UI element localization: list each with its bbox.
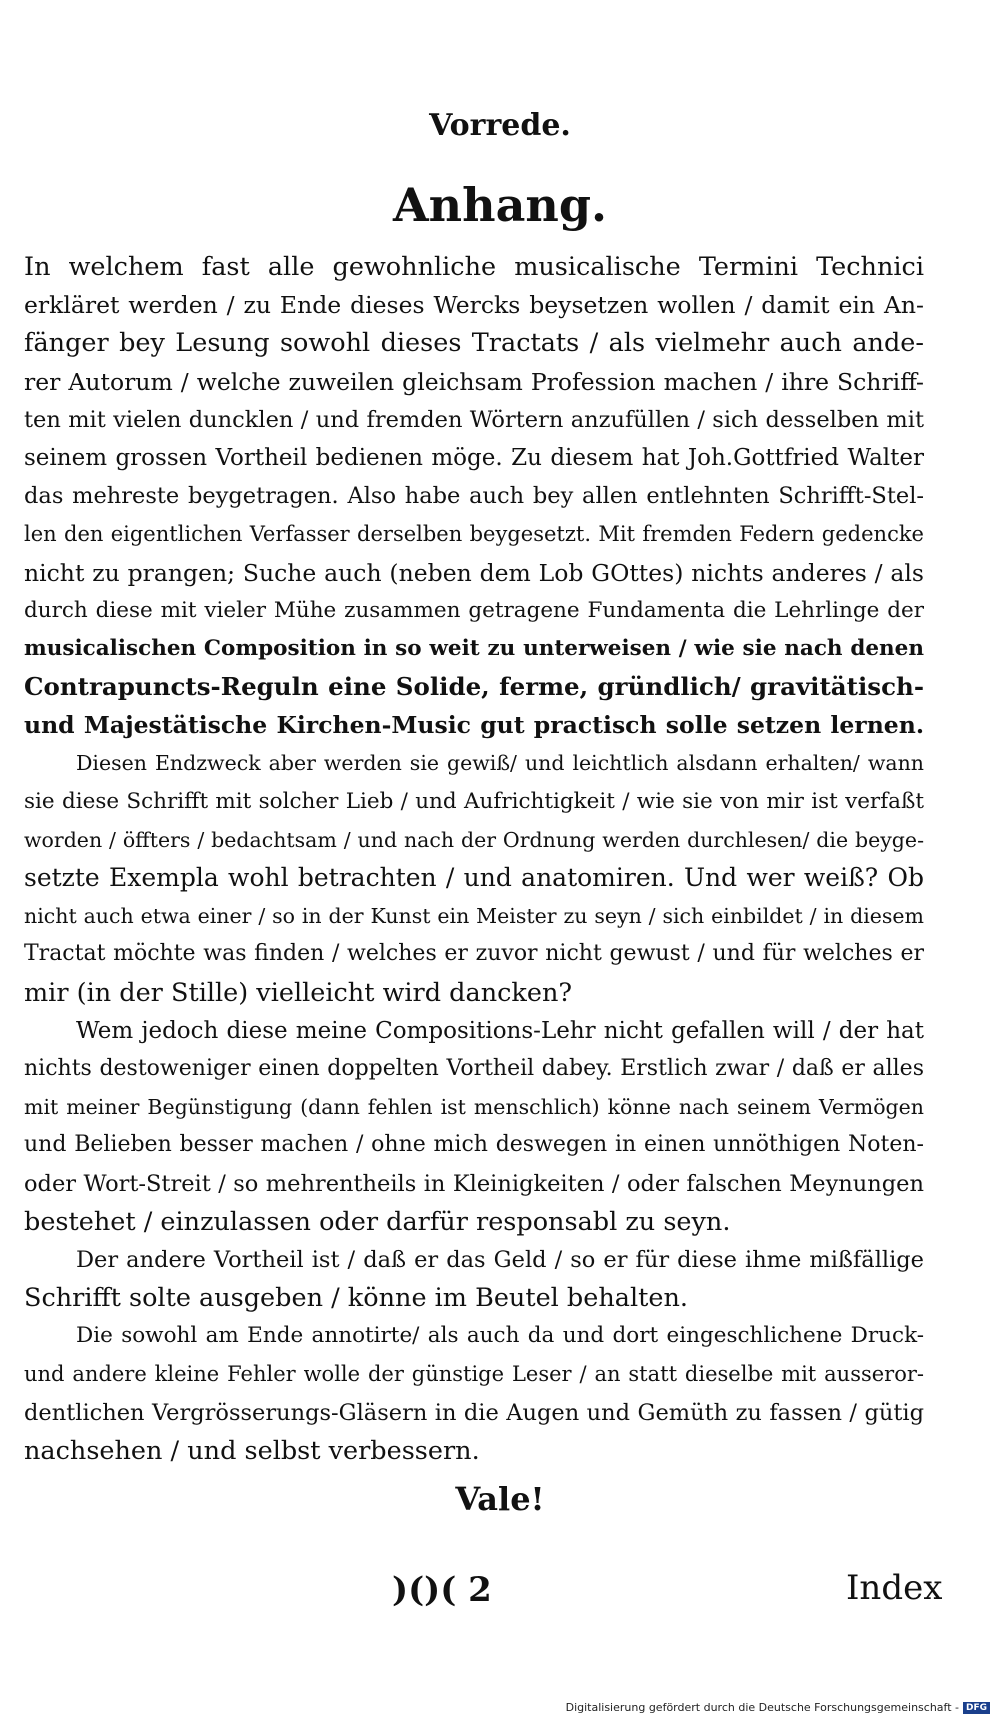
text-line: worden / öffters / bedachtsam / und nach der Ordnung werden durchlesen/ die beyge- (24, 827, 924, 852)
text-line: nicht auch etwa einer / so in der Kunst ein Meister zu seyn / sich einbildet / in diesem (24, 904, 924, 929)
signature-mark: )()( 2 (392, 1570, 492, 1610)
text-line: setzte Exempla wohl betrachten / und anatomiren. Und wer weiß? Ob (24, 863, 924, 892)
section-title: Anhang. (392, 178, 607, 232)
catchword: Index (846, 1568, 943, 1608)
credit-text: Digitalisierung gefördert durch die Deutsche Forschungsgemeinschaft - (565, 1701, 959, 1714)
running-head: Vorrede. (429, 108, 571, 143)
text-line: len den eigentlichen Verfasser derselben beygesetzt. Mit fremden Federn gedencke (24, 522, 924, 547)
text-line: Tractat möchte was finden / welches er zuvor nicht gewust / und für welches er (24, 941, 924, 967)
text-line: und Belieben besser machen / ohne mich deswegen in einen unnöthigen Noten- (24, 1132, 924, 1158)
text-line: mit meiner Begünstigung (dann fehlen ist menschlich) könne nach seinem Vermögen (24, 1095, 924, 1120)
text-line: Die sowohl am Ende annotirte/ als auch da und dort eingeschlichene Druck- (76, 1323, 924, 1349)
text-line: nicht zu prangen; Suche auch (neben dem Lob GOttes) nichts anderes / als (24, 558, 924, 587)
text-line: sie diese Schrifft mit solcher Lieb / und Aufrichtigkeit / wie sie von mir ist verfaßt (24, 788, 924, 814)
digitization-credit (566, 1701, 990, 1714)
text-line: und Majestätische Kirchen-Music gut practisch solle setzen lernen. (24, 711, 924, 740)
text-line: nichts destoweniger einen doppelten Vortheil dabey. Erstlich zwar / daß er alles (24, 1055, 924, 1081)
text-line: Contrapuncts-Reguln eine Solide, ferme, gründlich/ gravitätisch- (24, 672, 924, 702)
text-line: Schrifft solte ausgeben / könne im Beutel behalten. (24, 1283, 688, 1314)
text-line: Diesen Endzweck aber werden sie gewiß/ und leichtlich alsdann erhalten/ wann (76, 751, 924, 776)
text-line: durch diese mit vieler Mühe zusammen getragene Fundamenta die Lehrlinge der (24, 597, 924, 623)
text-line: Wem jedoch diese meine Compositions-Lehr nicht gefallen will / der hat (76, 1017, 924, 1044)
body-text (24, 248, 924, 1470)
dfg-logo: DFG (963, 1702, 990, 1714)
text-line: bestehet / einzulassen oder darfür responsabl zu seyn. (24, 1206, 731, 1237)
closing-salutation: Vale! (455, 1480, 545, 1518)
text-line: und andere kleine Fehler wolle der günstige Leser / an statt dieselbe mit ausseror- (24, 1362, 924, 1387)
text-line: mir (in der Stille) vielleicht wird dancken? (24, 977, 573, 1008)
text-line: oder Wort-Streit / so mehrentheils in Kleinigkeiten / oder falschen Meynungen (24, 1170, 924, 1197)
text-line: musicalischen Composition in so weit zu unterweisen / wie sie nach denen (24, 635, 924, 661)
text-line: erkläret werden / zu Ende dieses Wercks beysetzen wollen / damit ein An- (24, 291, 924, 320)
text-line: seinem grossen Vortheil bedienen möge. Zu diesem hat Joh.Gottfried Walter (24, 444, 924, 471)
text-line: Der andere Vortheil ist / daß er das Geld / so er für diese ihme mißfällige (76, 1246, 924, 1273)
text-line: das mehreste beygetragen. Also habe auch bey allen entlehnten Schrifft-Stel- (24, 483, 924, 510)
text-line: In welchem fast alle gewohnliche musicalische Termini Technici (24, 252, 924, 282)
text-line: nachsehen / und selbst verbessern. (24, 1435, 480, 1466)
text-line: dentlichen Vergrösserungs-Gläsern in die Augen und Gemüth zu fassen / gütig (24, 1399, 924, 1426)
text-line: ten mit vielen duncklen / und fremden Wörtern anzufüllen / sich desselben mit (24, 406, 924, 433)
text-line: fänger bey Lesung sowohl dieses Tractats / als vielmehr auch ande- (24, 328, 924, 359)
text-line: rer Autorum / welche zuweilen gleichsam Profession machen / ihre Schriff- (24, 367, 924, 396)
